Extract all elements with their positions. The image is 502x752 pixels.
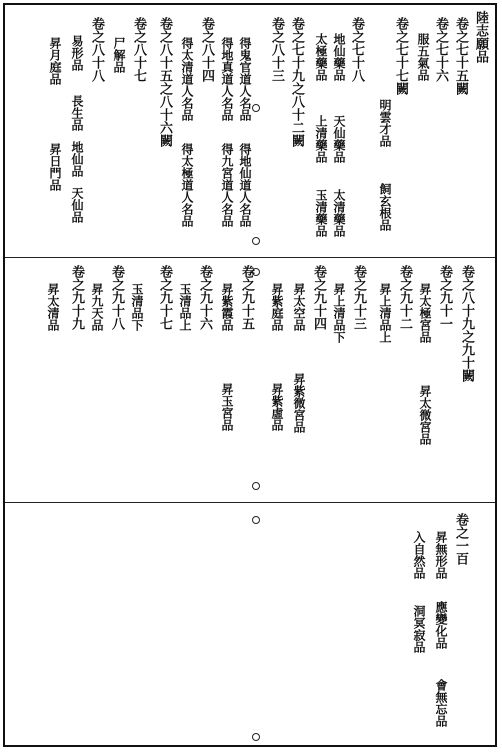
text-column: 卷之七十五闕: [453, 17, 468, 95]
text-column: 卷之九十九: [69, 265, 84, 330]
text-column: 得太清道人名品: [180, 37, 194, 121]
text-column: 卷之九十七: [157, 265, 172, 330]
text-column: 玉清品上: [178, 283, 192, 331]
text-column: 洞冥寂品: [412, 605, 426, 653]
text-column: 昇紫霞品: [220, 283, 234, 331]
text-column: 上清藥品: [314, 115, 328, 163]
text-column: 昇無形品: [434, 531, 448, 579]
text-column: 卷之八十三: [269, 17, 284, 82]
text-column: 尸解品: [112, 37, 126, 73]
text-column: 得地真道人名品: [220, 37, 234, 121]
text-column: 卷之七十八: [349, 17, 364, 82]
text-column: 昇紫虛品: [270, 383, 284, 431]
text-column: 服五氣品: [416, 33, 430, 81]
text-column: 卷之八十五之八十六闕: [157, 17, 172, 147]
section-divider-top: [5, 257, 495, 258]
text-column: 昇九天品: [90, 283, 104, 331]
text-column: 卷之九十二: [397, 265, 412, 330]
text-section-3: [5, 513, 495, 745]
text-column: 昇月庭品: [48, 37, 62, 85]
text-column: 昇上清品上: [378, 283, 392, 343]
text-column: 明雲才品: [378, 99, 392, 147]
text-column: 卷之九十四: [311, 265, 326, 330]
scanned-page: [3, 3, 497, 747]
text-column: 玉清藥品: [314, 189, 328, 237]
text-column: 易形品: [70, 35, 84, 71]
text-column: 卷之八十四: [199, 17, 214, 82]
text-column: 玉清品下: [130, 283, 144, 331]
text-column: 飼玄根品: [378, 183, 392, 231]
text-column: 長生品: [70, 95, 84, 131]
text-column: 得鬼官道人名品: [238, 37, 252, 121]
text-column: 昇紫微宮品: [292, 373, 306, 433]
text-column: 應變化品: [434, 601, 448, 649]
text-column: 得地仙道人名品: [238, 143, 252, 227]
text-column: 得九宮道人名品: [220, 143, 234, 227]
text-column: 天仙藥品: [332, 115, 346, 163]
text-column: 卷之七十九之八十二闕: [289, 17, 304, 147]
text-column: 卷之七十七闕: [393, 17, 408, 95]
text-column: 昇太空品: [292, 283, 306, 331]
text-column: 卷之九十八: [109, 265, 124, 330]
text-section-1: [5, 11, 495, 255]
text-column: 昇上清品下: [332, 283, 346, 343]
text-column: 卷之八十七: [131, 17, 146, 82]
text-column: 卷之一百: [453, 513, 468, 565]
text-column: 會無忘品: [434, 679, 448, 727]
text-column: 卷之九十六: [197, 265, 212, 330]
text-column: 卷之七十六: [433, 17, 448, 82]
text-column: 卷之九十一: [437, 265, 452, 330]
text-column: 得太極道人名品: [180, 143, 194, 227]
text-section-2: [5, 265, 495, 499]
text-column: 太極藥品: [314, 33, 328, 81]
text-column: 昇太極宮品: [418, 283, 432, 343]
text-column: 昇太微宮品: [418, 385, 432, 445]
text-column: 太清藥品: [332, 189, 346, 237]
text-column: 卷之八十八: [89, 17, 104, 82]
section-divider-bottom: [5, 502, 495, 503]
text-column: 天仙品: [70, 187, 84, 223]
text-column: 卷之八十九之九十闕: [459, 265, 474, 382]
text-column: 卷之九十三: [351, 265, 366, 330]
text-column: 入自然品: [412, 531, 426, 579]
text-column: 昇紫庭品: [270, 283, 284, 331]
text-column: 昇玉宮品: [220, 383, 234, 431]
text-column: 昇日門品: [48, 143, 62, 191]
text-column: 卷之九十五: [239, 265, 254, 330]
text-column: 地仙藥品: [332, 33, 346, 81]
column-heading: 陸志願品: [473, 11, 488, 63]
text-column: 地仙品: [70, 141, 84, 177]
text-column: 昇太清品: [46, 283, 60, 331]
